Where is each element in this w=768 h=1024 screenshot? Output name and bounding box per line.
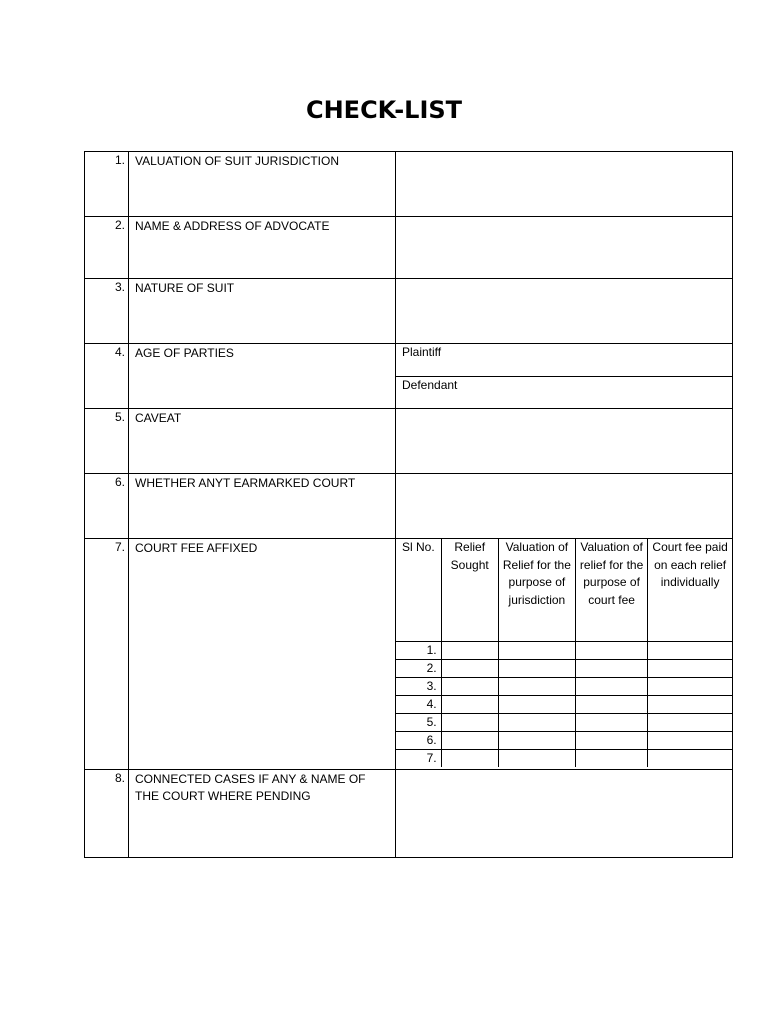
caveat-field[interactable] — [396, 409, 733, 474]
court-fee-table — [396, 539, 732, 767]
court-fee-paid-cell[interactable] — [648, 678, 732, 696]
checklist-row — [85, 279, 733, 344]
court-fee-row — [396, 678, 732, 696]
column-header: Valuation of relief for the purpose of court fee — [576, 539, 648, 642]
checklist-row — [85, 409, 733, 474]
earmarked-court-field[interactable] — [396, 474, 733, 539]
checklist-table — [84, 151, 733, 858]
row-number: 7. — [85, 539, 129, 770]
court-fee-valuation-cell[interactable] — [576, 714, 648, 732]
court-fee-valuation-cell[interactable] — [576, 660, 648, 678]
court-fee-row — [396, 750, 732, 768]
relief-sought-cell[interactable] — [441, 732, 498, 750]
jurisdiction-valuation-cell[interactable] — [498, 678, 575, 696]
checklist-row — [85, 217, 733, 279]
row-number: 2. — [85, 217, 129, 279]
jurisdiction-valuation-cell[interactable] — [498, 750, 575, 768]
jurisdiction-valuation-cell[interactable] — [498, 660, 575, 678]
court-fee-paid-cell[interactable] — [648, 750, 732, 768]
column-header: Sl No. — [396, 539, 441, 642]
serial-number: 6. — [396, 732, 441, 750]
checklist-row — [85, 474, 733, 539]
jurisdiction-valuation-cell[interactable] — [498, 642, 575, 660]
court-fee-row — [396, 714, 732, 732]
defendant-field[interactable]: Defendant — [396, 376, 732, 409]
relief-sought-cell[interactable] — [441, 642, 498, 660]
checklist-row — [85, 344, 733, 409]
nature-of-suit-field[interactable] — [396, 279, 733, 344]
serial-number: 7. — [396, 750, 441, 768]
court-fee-paid-cell[interactable] — [648, 714, 732, 732]
column-header: Court fee paid on each relief individually — [648, 539, 732, 642]
row-label: AGE OF PARTIES — [129, 344, 396, 409]
relief-sought-cell[interactable] — [441, 660, 498, 678]
column-header: Valuation of Relief for the purpose of jurisdiction — [498, 539, 575, 642]
court-fee-paid-cell[interactable] — [648, 732, 732, 750]
jurisdiction-valuation-cell[interactable] — [498, 696, 575, 714]
row-number: 8. — [85, 770, 129, 858]
serial-number: 4. — [396, 696, 441, 714]
court-fee-valuation-cell[interactable] — [576, 732, 648, 750]
column-header: Relief Sought — [441, 539, 498, 642]
row-number: 6. — [85, 474, 129, 539]
row-label: NAME & ADDRESS OF ADVOCATE — [129, 217, 396, 279]
row-number: 1. — [85, 152, 129, 217]
court-fee-row — [396, 696, 732, 714]
plaintiff-field[interactable]: Plaintiff — [402, 345, 442, 359]
row-number: 5. — [85, 409, 129, 474]
court-fee-row — [396, 660, 732, 678]
relief-sought-cell[interactable] — [441, 714, 498, 732]
court-fee-valuation-cell[interactable] — [576, 750, 648, 768]
court-fee-paid-cell[interactable] — [648, 642, 732, 660]
row-label: NATURE OF SUIT — [129, 279, 396, 344]
row-number: 3. — [85, 279, 129, 344]
relief-sought-cell[interactable] — [441, 696, 498, 714]
court-fee-row — [396, 732, 732, 750]
court-fee-paid-cell[interactable] — [648, 660, 732, 678]
court-fee-valuation-cell[interactable] — [576, 696, 648, 714]
connected-cases-field[interactable] — [396, 770, 733, 858]
jurisdiction-valuation-cell[interactable] — [498, 732, 575, 750]
row-label: WHETHER ANYT EARMARKED COURT — [129, 474, 396, 539]
checklist-row — [85, 770, 733, 858]
serial-number: 2. — [396, 660, 441, 678]
advocate-field[interactable] — [396, 217, 733, 279]
page-title: CHECK-LIST — [305, 96, 463, 124]
checklist-row — [85, 539, 733, 770]
court-fee-valuation-cell[interactable] — [576, 642, 648, 660]
valuation-field[interactable] — [396, 152, 733, 217]
row-label: COURT FEE AFFIXED — [129, 539, 396, 770]
jurisdiction-valuation-cell[interactable] — [498, 714, 575, 732]
serial-number: 5. — [396, 714, 441, 732]
serial-number: 1. — [396, 642, 441, 660]
row-label: CAVEAT — [129, 409, 396, 474]
row-number: 4. — [85, 344, 129, 409]
court-fee-valuation-cell[interactable] — [576, 678, 648, 696]
court-fee-paid-cell[interactable] — [648, 696, 732, 714]
relief-sought-cell[interactable] — [441, 678, 498, 696]
row-label: VALUATION OF SUIT JURISDICTION — [129, 152, 396, 217]
serial-number: 3. — [396, 678, 441, 696]
checklist-row — [85, 152, 733, 217]
relief-sought-cell[interactable] — [441, 750, 498, 768]
row-label: CONNECTED CASES IF ANY & NAME OF THE COURT WHERE PENDING — [129, 770, 396, 858]
court-fee-row — [396, 642, 732, 660]
court-fee-header-row — [396, 539, 732, 642]
